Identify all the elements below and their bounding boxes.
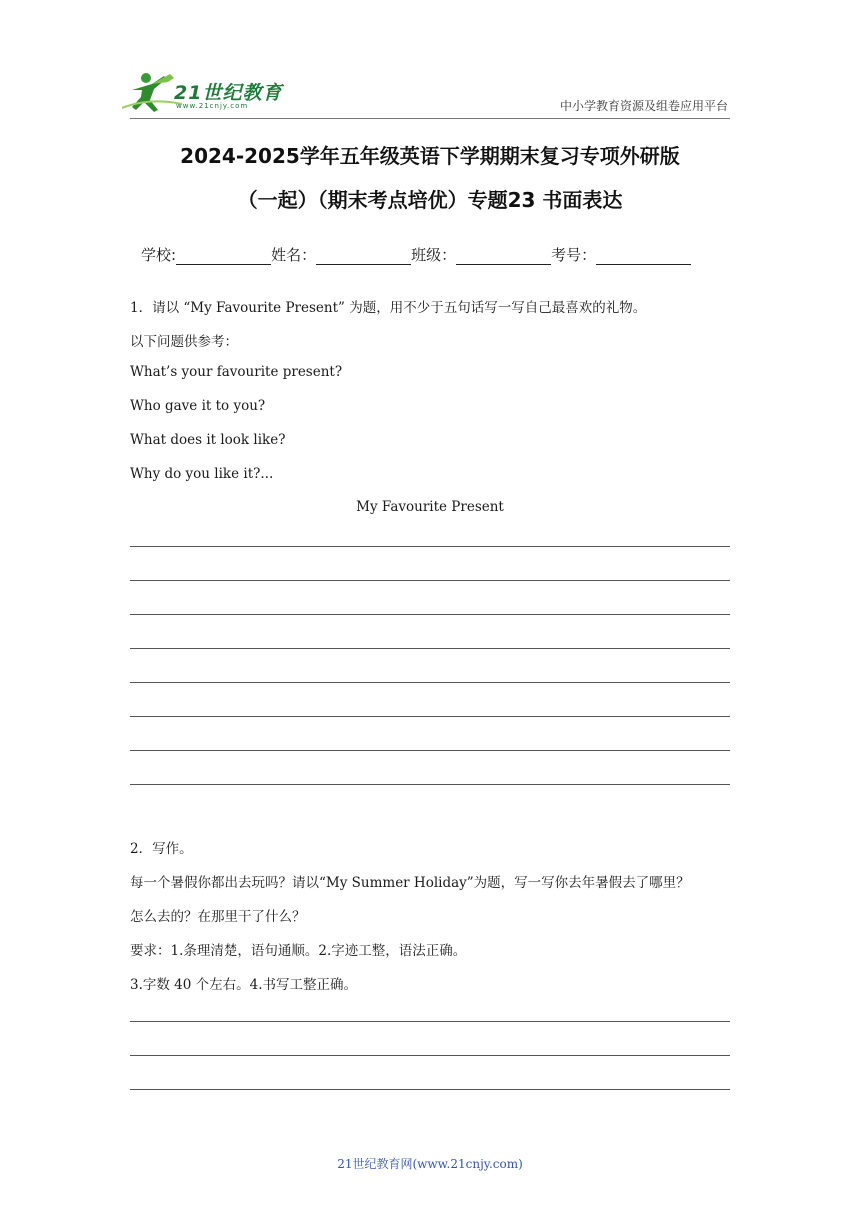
logo: [122, 70, 292, 116]
writing-line[interactable]: [130, 580, 730, 581]
footer-source: 21世纪教育网(www.21cnjy.com): [337, 1157, 523, 1171]
q1-question: What’s your favourite present?: [130, 364, 343, 380]
name-label: 姓名：: [271, 246, 317, 264]
platform-label: 中小学教育资源及组卷应用平台: [559, 99, 728, 113]
writing-line[interactable]: [130, 648, 730, 649]
number-blank[interactable]: [596, 248, 691, 265]
number-label: 考号：: [551, 246, 597, 264]
writing-line[interactable]: [130, 614, 730, 615]
writing-line[interactable]: [130, 682, 730, 683]
logo-url: www.21cnjy.com: [176, 102, 249, 110]
q2-requirement1: 要求：1.条理清楚，语句通顺。2.字迹工整，语法正确。: [130, 943, 467, 959]
q1-hint: 以下问题供参考：: [130, 334, 238, 350]
writing-line[interactable]: [130, 1089, 730, 1090]
header-divider: [130, 118, 730, 119]
q2-prompt: 2．写作。: [130, 841, 193, 857]
writing-line[interactable]: [130, 1055, 730, 1056]
page-title-line1: 2024-2025学年五年级英语下学期期末复习专项外研版: [180, 144, 680, 168]
q2-requirement2: 3.字数 40 个左右。4.书写工整正确。: [130, 977, 358, 993]
q1-prompt: 1．请以 “My Favourite Present” 为题，用不少于五句话写一写自己最喜欢的礼物。: [130, 300, 647, 316]
writing-line[interactable]: [130, 546, 730, 547]
q2-line1: 每一个暑假你都出去玩吗？请以“My Summer Holiday”为题，写一写你去年暑假去了哪里？: [130, 875, 690, 891]
page-title-line2: （一起）（期末考点培优）专题23 书面表达: [237, 188, 623, 212]
q1-question: What does it look like?: [130, 432, 286, 448]
writing-line[interactable]: [130, 784, 730, 785]
q1-question: Why do you like it?...: [130, 466, 274, 482]
q1-essay-title: My Favourite Present: [356, 499, 504, 515]
class-blank[interactable]: [456, 248, 551, 265]
logo-text: 21世纪教育: [174, 82, 283, 104]
school-blank[interactable]: [176, 248, 271, 265]
writing-line[interactable]: [130, 716, 730, 717]
school-label: 学校:: [141, 246, 177, 264]
writing-line[interactable]: [130, 750, 730, 751]
student-info-row: [141, 244, 691, 265]
writing-line[interactable]: [130, 1021, 730, 1022]
q2-line2: 怎么去的？在那里干了什么？: [130, 909, 306, 925]
name-blank[interactable]: [316, 248, 411, 265]
q1-question: Who gave it to you?: [130, 398, 266, 414]
class-label: 班级：: [411, 246, 457, 264]
